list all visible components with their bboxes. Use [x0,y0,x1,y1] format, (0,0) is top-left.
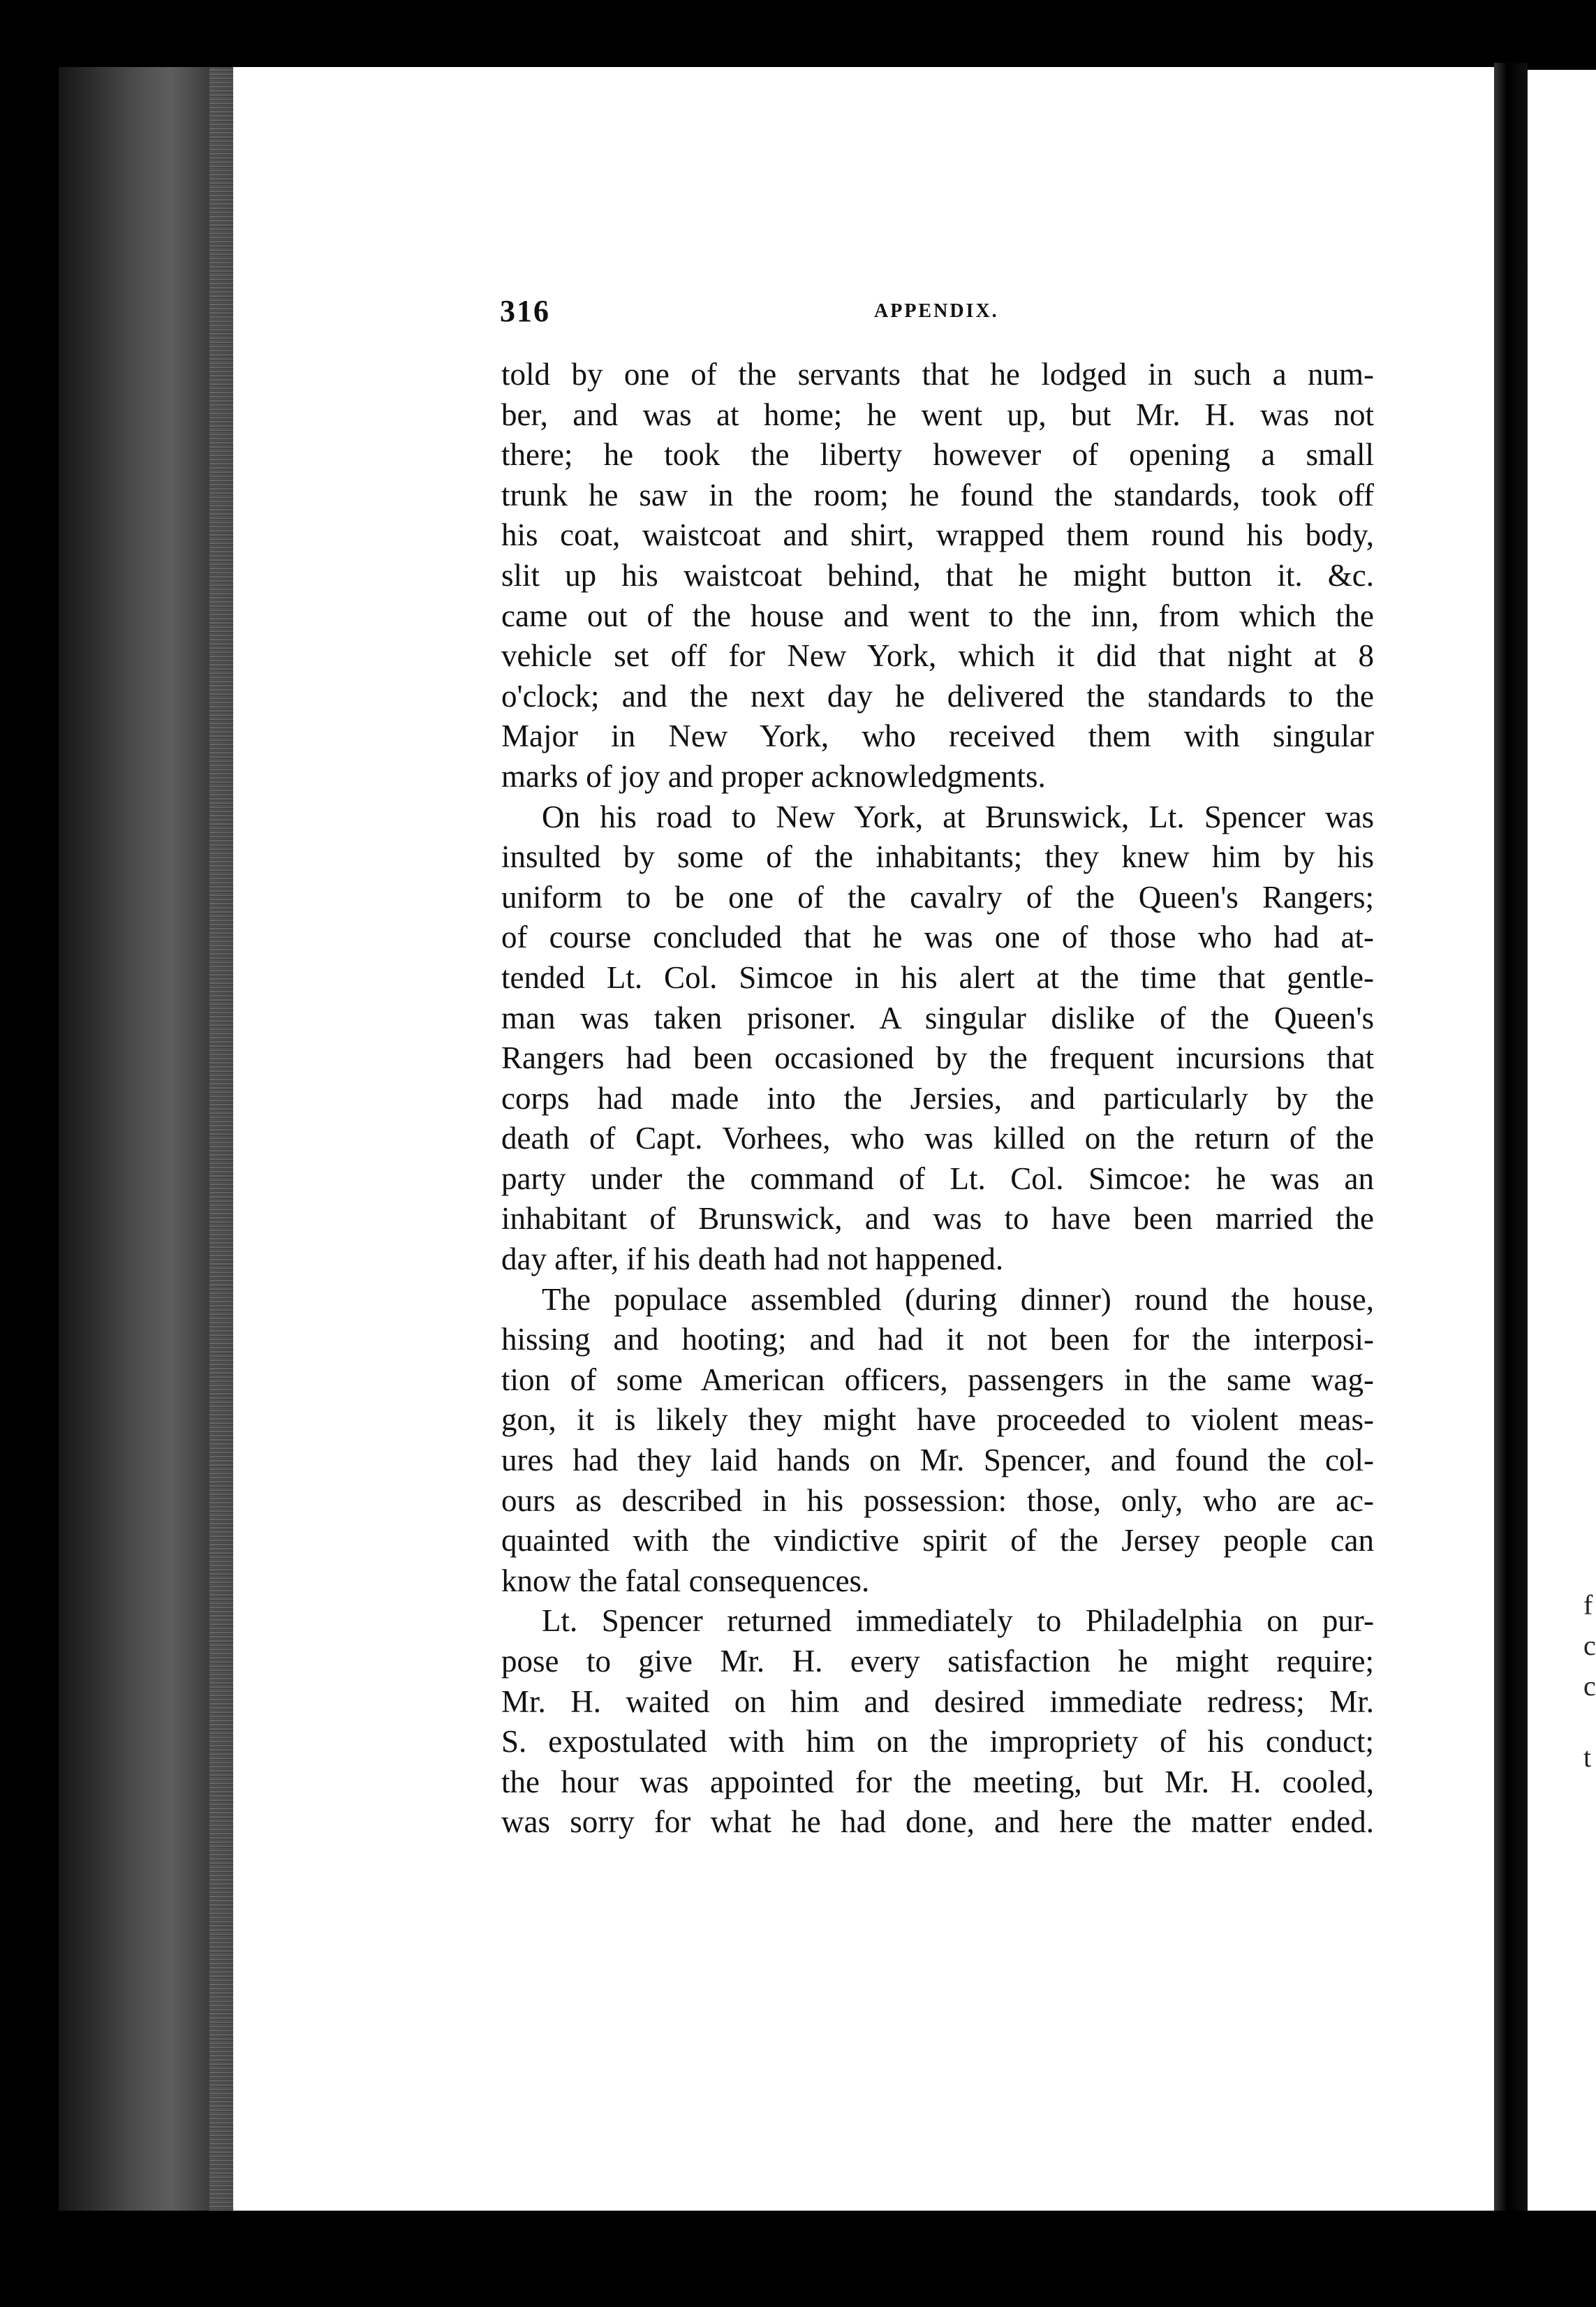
running-head [500,293,1373,335]
text-line: day after, if his death had not happened. [501,1241,1004,1277]
text-line: marks of joy and proper acknowledgments. [501,758,1046,794]
text-line: slit up his waistcoat behind, that he might button it. &c. [501,557,1374,593]
text-line: the hour was appointed for the meeting, but Mr. H. cooled, [501,1764,1374,1799]
text-line: gon, it is likely they might have proceeded to violent meas- [501,1402,1374,1438]
text-line: vehicle set off for New York, which it did that night at 8 [501,638,1374,674]
text-line: Mr. H. waited on him and desired immediate redress; Mr. [501,1683,1374,1719]
text-line: On his road to New York, at Brunswick, Lt. Spencer was [542,799,1374,834]
text-line: Lt. Spencer returned immediately to Philadelphia on pur- [542,1603,1374,1639]
text-line: came out of the house and went to the inn, from which the [501,598,1374,633]
text-line: Rangers had been occasioned by the frequent incursions that [501,1040,1374,1076]
text-line: his coat, waistcoat and shirt, wrapped them round his body, [501,517,1374,553]
scan-bottom-border [0,2211,1596,2307]
text-line: know the fatal consequences. [501,1563,870,1598]
section-title: APPENDIX. [874,300,999,322]
text-line: of course concluded that he was one of those who had at- [501,920,1374,955]
next-page-mark: c [1583,1674,1596,1698]
text-line: pose to give Mr. H. every satisfaction he might require; [501,1644,1374,1679]
next-page-mark: c [1583,1634,1596,1658]
text-line: man was taken prisoner. A singular dislike of the Queen's [501,1000,1374,1035]
next-page-mark: f [1583,1593,1593,1617]
text-line: trunk he saw in the room; he found the standards, took off [501,477,1374,513]
scan-top-border [0,0,1596,67]
next-page-mark: t [1583,1746,1592,1769]
text-line: corps had made into the Jersies, and particularly by the [501,1080,1374,1116]
gutter-shadow [1494,63,1528,2307]
page-number: 316 [500,294,550,328]
text-line: o'clock; and the next day he delivered the standards to the [501,678,1374,714]
text-line: The populace assembled (during dinner) round the house, [542,1281,1374,1317]
text-line: uniform to be one of the cavalry of the Queen's Rangers; [501,879,1374,915]
next-page-strip [1528,70,1596,2213]
body-text [501,355,1374,1843]
text-line: S. expostulated with him on the impropriety of his conduct; [501,1724,1374,1760]
text-line: quainted with the vindictive spirit of the Jersey people can [501,1523,1374,1558]
text-line: told by one of the servants that he lodged in such a num- [501,357,1374,392]
text-line: was sorry for what he had done, and here the matter ended. [501,1804,1374,1840]
text-line: death of Capt. Vorhees, who was killed on the return of the [501,1121,1374,1156]
page-edges [209,67,235,2260]
text-line: tion of some American officers, passengers in the same wag- [501,1362,1374,1397]
text-line: tended Lt. Col. Simcoe in his alert at the time that gentle- [501,959,1374,995]
text-line: ours as described in his possession: those, only, who are ac- [501,1482,1374,1518]
text-line: ures had they laid hands on Mr. Spencer, and found the col- [501,1443,1374,1478]
text-line: Major in New York, who received them with singular [501,718,1374,754]
text-line: inhabitant of Brunswick, and was to have been married the [501,1201,1374,1237]
text-line: party under the command of Lt. Col. Simcoe: he was an [501,1160,1374,1196]
text-line: hissing and hooting; and had it not been for the interposi- [501,1322,1374,1357]
text-line: ber, and was at home; he went up, but Mr. H. was not [501,397,1374,432]
text-line: insulted by some of the inhabitants; they knew him by his [501,839,1374,875]
text-line: there; he took the liberty however of opening a small [501,437,1374,473]
